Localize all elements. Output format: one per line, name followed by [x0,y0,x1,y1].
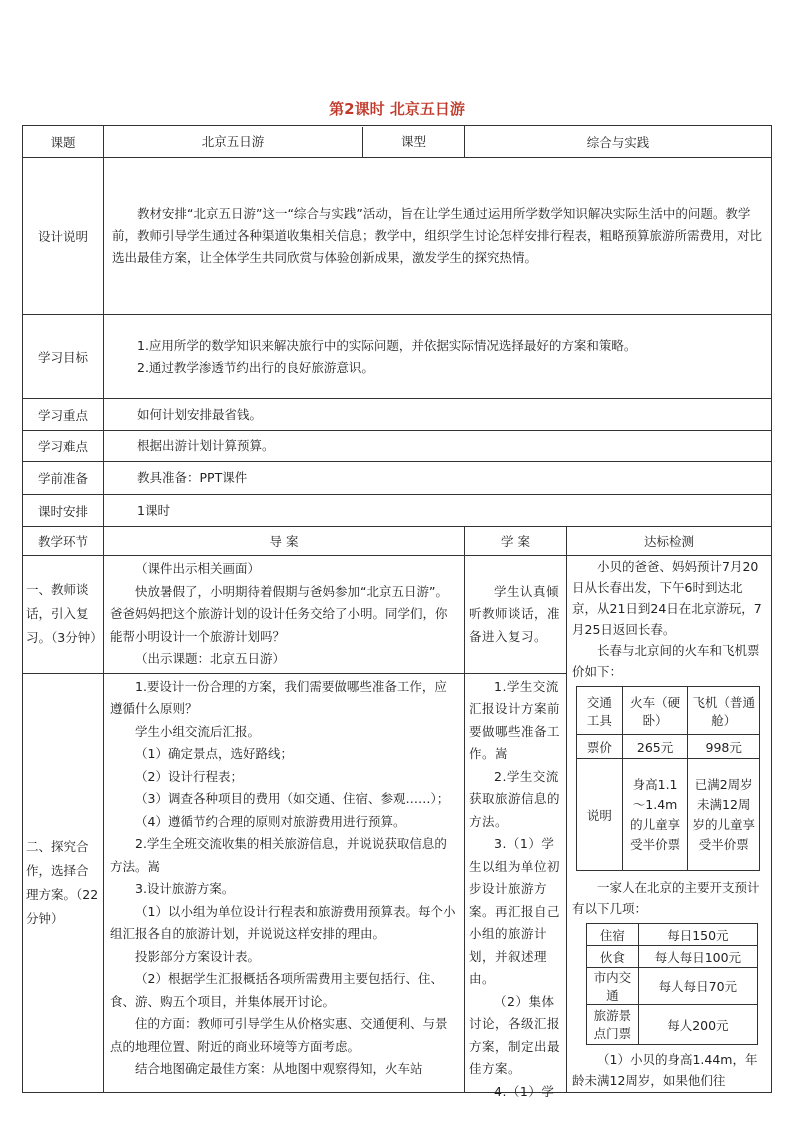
stage2-guide-7 [110,833,458,878]
check-intro3: 一家人在北京的主要开支预计有以下几项： [572,880,760,916]
schedule-text: 1课时 [137,502,170,518]
cost-value-lodging: 每日150元 [638,924,757,946]
design-label: 设计说明 [23,158,104,315]
difficulty-label: 学习难点 [23,431,104,462]
fare-plane-price: 998元 [688,735,760,759]
cost-value-food: 每人每日100元 [638,946,757,968]
stage1-label: 一、教师谈话，引入复习。（3分钟） [26,582,103,646]
cost-item-transport: 市内交通 [587,968,639,1005]
type-value [465,126,772,158]
stage2-study-1-text: 1.学生交流汇报设计方案前要做哪些准备工作。 [469,678,561,761]
fare-train-note: 身高1.1～1.4m的儿童享受半价票 [622,759,688,871]
fare-train-price: 265元 [622,735,688,759]
mark-char-2: 嵩 [495,746,509,761]
prep-text: 教具准备：PPT课件 [137,470,248,485]
lesson-label: 课题 [23,126,104,158]
stage2-study-1 [469,676,562,766]
stage2-guide-3: （1）确定景点，选好路线； [135,746,293,761]
lesson-row [23,126,772,158]
col-stage: 教学环节 [23,527,104,556]
check-intro: 小贝的爸爸、妈妈预计7月20日从长春出发，下午6时到达北京，从21日到24日在北京游玩，7月25日返回长春。 [572,559,762,637]
stage1-row [23,556,772,674]
fare-note-label: 说明 [577,759,623,871]
goal-item-2: 2.通过教学渗透节约出行的良好旅游意识。 [137,359,374,375]
fare-price-label: 票价 [577,735,623,759]
goals-label: 学习目标 [23,315,104,399]
stage2-guide-6: （4）遵循节约合理的原则对旅游费用进行预算。 [135,813,406,829]
col-check: 达标检测 [567,527,772,556]
schedule-label: 课时安排 [23,495,104,527]
stage2-guide-9: （1）以小组为单位设计行程表和旅游费用预算表。每个小组汇报各自的旅游计划，并说说这样安排的理由。 [110,903,456,941]
check-intro2: 长春与北京间的火车和飞机票价如下： [572,643,760,679]
focus-row [23,399,772,431]
stage2-label: 二、探究合作，选择合理方案。（22分钟） [26,838,99,926]
prep-row [23,462,772,495]
stage1-guide-1: （课件出示相关画面） [135,561,261,576]
goals-row [23,315,772,399]
cost-item-lodging: 住宿 [587,924,639,946]
stage1-guide-3: （出示课题：北京五日游） [135,651,286,666]
stage1-guide-2: 快放暑假了，小明期待着假期与爸妈参加“北京五日游”。爸爸妈妈把这个旅游计划的设计任务交给了小明。同学们，你能帮小明设计一个旅游计划吗？ [110,583,448,644]
fare-head-mode: 交通工具 [577,687,623,735]
schedule-row [23,495,772,527]
stage2-guide-11: （2）根据学生汇报概括各项所需费用主要包括行、住、食、游、购五个项目，并集体展开讨论。 [110,971,443,1009]
focus-text: 如何计划安排最省钱。 [137,406,263,422]
prep-label: 学前准备 [23,462,104,495]
cost-table [586,923,758,1045]
cost-value-tickets: 每人200元 [638,1005,757,1045]
type-label: 课型 [400,133,426,149]
cost-value-transport: 每人每日70元 [638,968,757,1005]
fare-plane-note: 已满2周岁未满12周岁的儿童享受半价票 [688,759,760,871]
stage2-guide-8: 3.设计旅游方案。 [135,881,235,896]
stage2-study-3: 3.（1）学生以组为单位初步设计旅游方案。再汇报自己小组的旅游计划，并叙述理由。 [469,836,561,986]
stage2-guide-12: 住的方面：教师可引导学生从价格实惠、交通便利、与景点的地理位置、附近的商业环境等方面考虑。 [110,1016,448,1054]
fare-head-plane: 飞机（普通舱） [688,687,760,735]
stage2-study-4: （2）集体讨论，各级汇报方案，制定出最佳方案。 [469,993,561,1076]
check-question: （1）小贝的身高1.44m，年龄未满12周岁，如果他们往 [572,1052,758,1088]
col-guide: 导 案 [104,527,465,556]
stage2-study-2: 2.学生交流获取旅游信息的方法。 [469,768,561,829]
difficulty-row [23,431,772,462]
check-cell [567,556,772,1093]
stage2-guide-7-text: 2.学生全班交流收集的相关旅游信息，并说说获取信息的方法。 [110,836,447,874]
fare-head-train: 火车（硬卧） [622,687,688,735]
stage2-guide-10: 投影部分方案设计表。 [135,948,261,964]
stage2-study-5: 4.（1）学 [494,1083,555,1099]
columns-row [23,527,772,556]
lesson-value-cell [104,126,465,158]
cost-item-food: 伙食 [587,946,639,968]
stage2-guide-1: 1.要设计一份合理的方案，我们需要做哪些准备工作，应遵循什么原则？ [110,678,447,716]
focus-label: 学习重点 [23,399,104,431]
stage2-guide-5: （3）调查各种项目的费用（如交通、住宿、参观……）； [135,791,450,806]
design-row [23,158,772,315]
stage2-guide-4: （2）设计行程表； [135,768,243,784]
lesson-plan-table [22,125,772,1099]
stage2-guide-13: 结合地图确定最佳方案：从地图中观察得知，火车站 [135,1061,423,1076]
lesson-value: 北京五日游 [104,127,363,157]
mark-char-1: 嵩 [147,858,161,874]
difficulty-text: 根据出游计划计算预算。 [137,438,275,453]
fare-table [576,686,760,871]
design-text: 教材安排“北京五日游”这一“综合与实践”活动，旨在让学生通过运用所学数学知识解决实际生活中的问题。教学前，教师引导学生通过各种渠道收集相关信息；教学中，组织学生讨论怎样安排行程表，粗略预算旅游所需费用，对比选出最佳方案，让全体学生共同欣赏与体验创新成果，激发学生的探究热情。 [112,206,763,265]
stage2-guide-2: 学生小组交流后汇报。 [135,723,261,739]
cost-item-tickets: 旅游景点门票 [587,1005,639,1045]
type-value-text: 综合与实践 [586,134,650,150]
page-title: 第2课时 北京五日游 [329,100,465,118]
col-study: 学 案 [465,527,567,556]
stage1-study: 学生认真倾听教师谈话，准备进入复习。 [469,583,561,644]
goal-item-1: 1.应用所学的数学知识来解决旅行中的实际问题，并依据实际情况选择最好的方案和策略。 [137,337,637,353]
